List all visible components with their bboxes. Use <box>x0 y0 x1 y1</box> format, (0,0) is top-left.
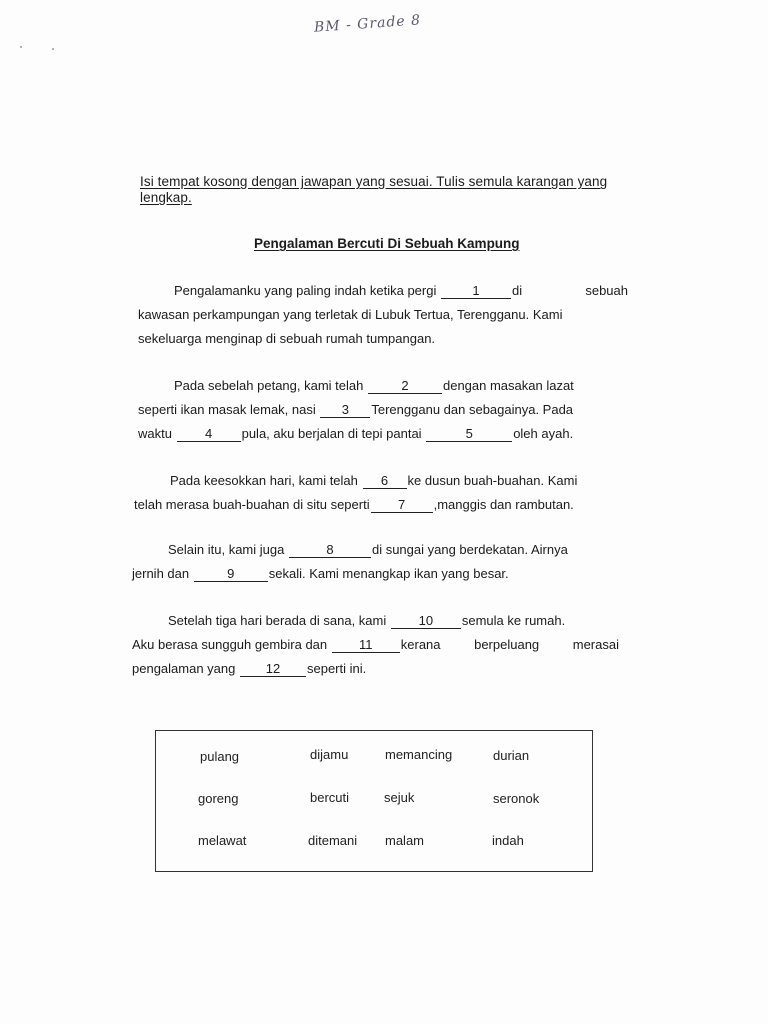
word-bank-item: seronok <box>493 791 540 806</box>
paragraph-3 <box>134 469 624 517</box>
text-run: seperti ini. <box>306 661 367 676</box>
word-bank-item: memancing <box>385 747 453 762</box>
word-bank-item: indah <box>492 833 524 848</box>
paragraph-line <box>138 279 628 303</box>
text-run: sebuah <box>585 283 628 298</box>
paragraph-line <box>138 422 628 446</box>
text-run: pengalaman yang <box>132 661 236 676</box>
paragraph-line: sekeluarga menginap di sebuah rumah tumpangan. <box>138 331 436 346</box>
essay-title: Pengalaman Bercuti Di Sebuah Kampung <box>254 236 520 251</box>
blank-8: 8 <box>289 543 371 558</box>
text-run: di sungai yang berdekatan. Airnya <box>371 542 568 557</box>
word-bank-item: dijamu <box>310 747 349 762</box>
paragraph-line <box>134 493 624 517</box>
text-run: Pengalamanku yang paling indah ketika pergi <box>174 283 437 298</box>
text-run: pula, aku berjalan di tepi pantai <box>241 426 422 441</box>
text-run: Terengganu dan sebagainya. Pada <box>371 402 574 417</box>
blank-2: 2 <box>368 379 442 394</box>
paragraph-line <box>132 633 619 657</box>
paragraph-line <box>132 657 619 681</box>
blank-3: 3 <box>320 403 370 418</box>
text-run: merasai <box>572 637 619 652</box>
scan-speck <box>20 46 22 48</box>
scan-speck <box>52 48 54 50</box>
blank-10: 10 <box>391 614 461 629</box>
word-bank-item: ditemani <box>308 833 358 848</box>
text-run: telah merasa buah-buahan di situ seperti <box>134 497 370 512</box>
blank-7: 7 <box>371 498 433 513</box>
text-run: semula ke rumah. <box>461 613 566 628</box>
paragraph-5 <box>132 609 619 681</box>
word-bank-item: melawat <box>198 833 247 848</box>
text-run: Setelah tiga hari berada di sana, kami <box>168 613 387 628</box>
paragraph-2 <box>138 374 628 446</box>
line-text <box>132 633 441 657</box>
text-run: Pada sebelah petang, kami telah <box>174 378 364 393</box>
text-run: kerana <box>400 637 441 652</box>
word-bank-item: bercuti <box>310 790 350 805</box>
blank-6: 6 <box>363 474 407 489</box>
text-run: jernih dan <box>132 566 190 581</box>
word-bank-item: pulang <box>200 749 240 764</box>
text-run: ke dusun buah-buahan. Kami <box>407 473 578 488</box>
text-run: di <box>511 283 523 298</box>
blank-4: 4 <box>177 427 241 442</box>
instruction-text: Isi tempat kosong dengan jawapan yang sesuai. Tulis semula karangan yang lengkap. <box>140 174 608 205</box>
paragraph-4 <box>132 538 622 586</box>
text-run: Pada keesokkan hari, kami telah <box>170 473 358 488</box>
line-text <box>174 279 522 303</box>
blank-1: 1 <box>441 284 511 299</box>
word-bank-item: durian <box>493 748 530 763</box>
text-run: berpeluang <box>474 637 540 652</box>
text-run: seperti ikan masak lemak, nasi <box>138 402 316 417</box>
blank-5: 5 <box>426 427 512 442</box>
blank-12: 12 <box>240 662 306 677</box>
text-run: oleh ayah. <box>513 426 574 441</box>
text-run: waktu <box>138 426 172 441</box>
paragraph-line <box>132 538 622 562</box>
paragraph-1 <box>138 279 628 351</box>
paragraph-line: kawasan perkampungan yang terletak di Lubuk Tertua, Terengganu. Kami <box>138 307 563 322</box>
blank-11: 11 <box>332 638 400 653</box>
blank-9: 9 <box>194 567 268 582</box>
paragraph-line <box>138 374 628 398</box>
text-run: ,manggis dan rambutan. <box>433 497 574 512</box>
text-run: Aku berasa sungguh gembira dan <box>132 637 328 652</box>
word-bank-item: goreng <box>198 791 239 806</box>
text-run: dengan masakan lazat <box>442 378 574 393</box>
word-bank-item: sejuk <box>384 790 415 805</box>
text-run: Selain itu, kami juga <box>168 542 285 557</box>
paragraph-line <box>134 469 624 493</box>
handwritten-grade-note: BM - Grade 8 <box>313 12 422 36</box>
paragraph-line <box>132 609 619 633</box>
word-bank-box <box>155 730 593 872</box>
paragraph-line <box>132 562 622 586</box>
text-run: sekali. Kami menangkap ikan yang besar. <box>268 566 509 581</box>
paragraph-line <box>138 398 628 422</box>
word-bank-item: malam <box>385 833 425 848</box>
